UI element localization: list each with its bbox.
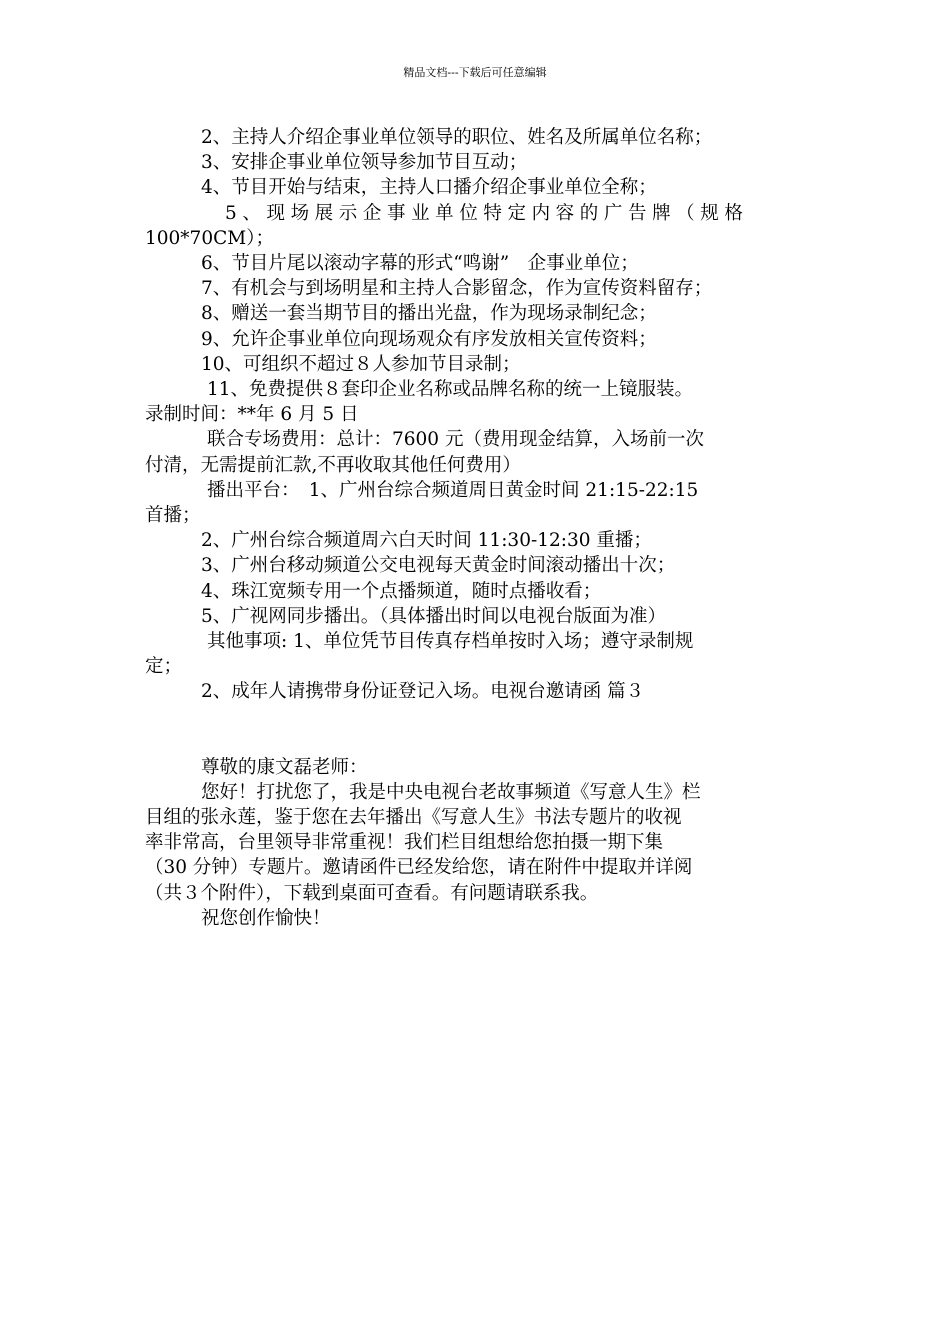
letter-body-line: （30 分钟）专题片。邀请函件已经发给您，请在附件中提取并详阅 [145,857,693,879]
paragraph-line: 定； [145,656,183,678]
paragraph-line: 2、广州台综合频道周六白天时间 11:30-12:30 重播； [201,530,652,552]
paragraph-line: 其他事项: 1、单位凭节目传真存档单按时入场；遵守录制规 [207,631,694,653]
paragraph-line: 5、现场展示企事业单位特定内容的广告牌（规格 [225,202,749,224]
paragraph-line: 首播； [145,505,201,527]
paragraph-line: 100*70CM）； [145,227,274,249]
paragraph-line: 4、节目开始与结束，主持人口播介绍企事业单位全称； [201,177,657,199]
paragraph-line: 播出平台： 1、广州台综合频道周日黄金时间 21:15-22:15 [207,479,699,501]
paragraph-line: 联合专场费用：总计：7600 元（费用现金结算，入场前一次 [207,429,704,451]
paragraph-line: 9、允许企事业单位向现场观众有序发放相关宣传资料； [201,328,657,350]
paragraph-line: 10、可组织不超过８人参加节目录制； [201,353,521,375]
letter-body-line: （共３个附件），下载到桌面可查看。有问题请联系我。 [145,882,599,904]
letter-body-line: 率非常高，台里领导非常重视！我们栏目组想给您拍摄一期下集 [145,832,664,854]
section-gap [145,705,807,755]
paragraph-line: 8、赠送一套当期节目的播出光盘，作为现场录制纪念； [201,303,657,325]
page-header: 精品文档---下载后可任意编辑 [403,66,547,79]
paragraph-line: 5、广视网同步播出。（具体播出时间以电视台版面为准） [201,605,667,627]
paragraph-line: 录制时间：**年 6 月 5 日 [145,404,359,426]
paragraph-line: 6、节目片尾以滚动字幕的形式“鸣谢” 企事业单位； [201,253,639,275]
letter-salutation: 尊敬的康文磊老师： [201,756,368,778]
letter-body-line: 目组的张永莲，鉴于您在去年播出《写意人生》书法专题片的收视 [145,807,682,829]
paragraph-line: 4、珠江宽频专用一个点播频道，随时点播收看； [201,580,602,602]
paragraph-line: 2、主持人介绍企事业单位领导的职位、姓名及所属单位名称； [201,127,713,148]
document-body [145,125,807,931]
paragraph-line: 7、有机会与到场明星和主持人合影留念，作为宣传资料留存； [201,278,713,300]
letter-body-line: 您好！打扰您了，我是中央电视台老故事频道《写意人生》栏 [201,781,701,803]
paragraph-line: 2、成年人请携带身份证登记入场。电视台邀请函 篇３ [201,681,645,703]
paragraph-line: 3、广州台移动频道公交电视每天黄金时间滚动播出十次； [201,555,676,577]
letter-closing: 祝您创作愉快！ [201,907,331,929]
paragraph-line: 3、安排企事业单位领导参加节目互动； [201,152,528,174]
paragraph-line: 11、免费提供８套印企业名称或品牌名称的统一上镜服装。 [207,379,694,401]
paragraph-line: 付清，无需提前汇款,不再收取其他任何费用） [145,454,521,476]
